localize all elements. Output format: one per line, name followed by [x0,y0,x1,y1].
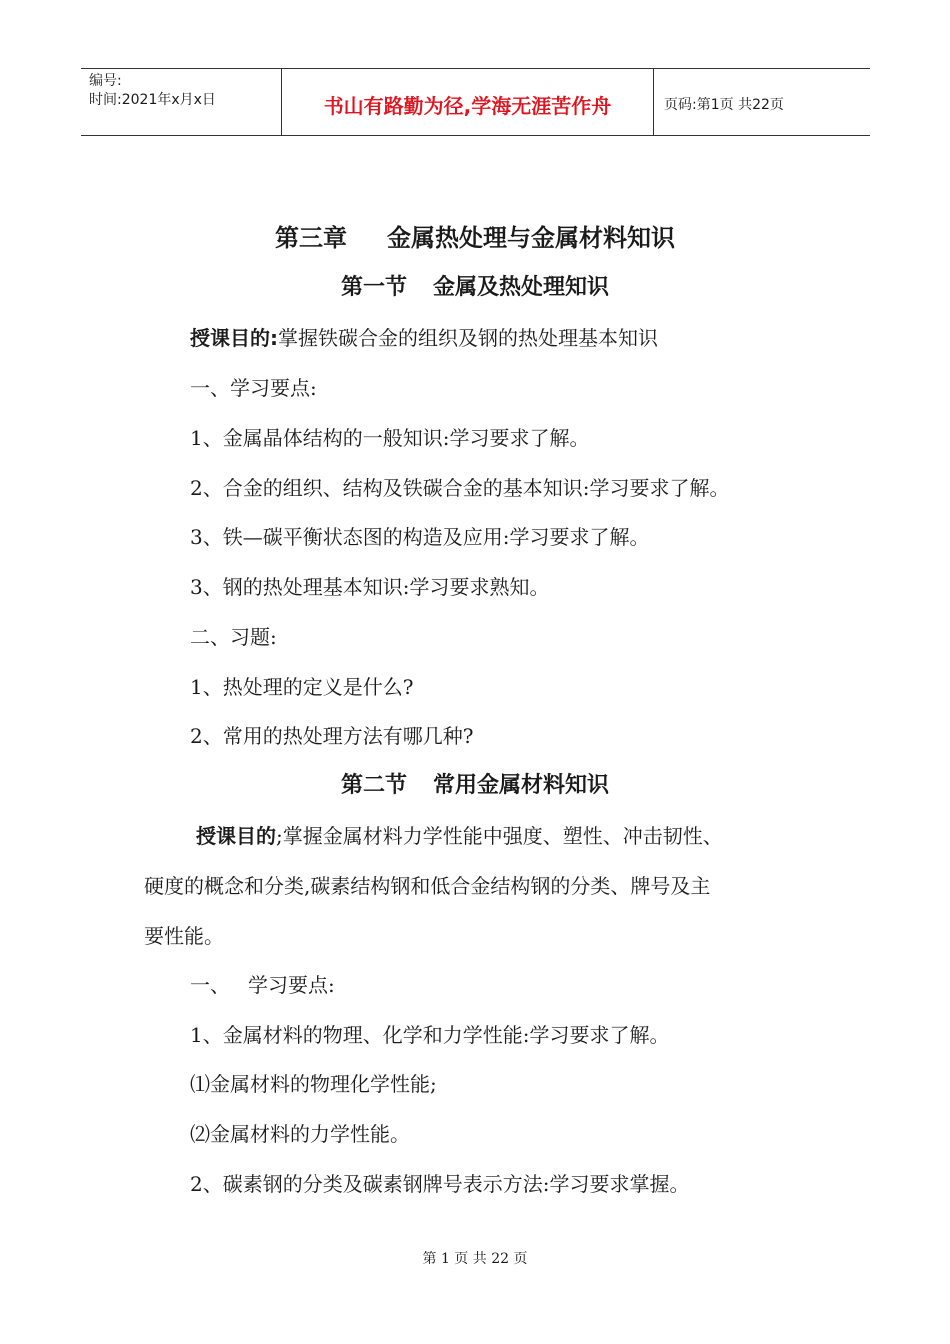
date-label: 时间:2021年x月x日 [89,92,216,108]
chapter-number: 第三章 [275,224,347,252]
section1-point: 2、合金的组织、结构及铁碳合金的基本知识:学习要求了解。 [190,476,730,500]
section1-exercise: 2、常用的热处理方法有哪几种? [190,724,474,748]
section1-purpose-text: 掌握铁碳合金的组织及钢的热处理基本知识 [278,326,658,350]
section1-purpose-label: 授课目的: [190,326,278,350]
page-footer: 第 1 页 共 22 页 [422,1251,528,1267]
section2-point: 1、金属材料的物理、化学和力学性能:学习要求了解。 [190,1023,670,1047]
section1-point: 3、钢的热处理基本知识:学习要求熟知。 [190,575,550,599]
section1-title [0,270,950,301]
page-header [81,68,870,136]
section1-exercises-heading: 二、习题: [190,625,277,649]
section2-name: 常用金属材料知识 [433,773,610,798]
section2-point: ⑵金属材料的力学性能。 [190,1122,410,1146]
section2-purpose-line3: 要性能。 [144,924,224,948]
section2-points-heading-number: 一、 [190,973,230,997]
section2-points-heading-text: 学习要点: [248,973,335,997]
header-meta [81,69,282,135]
section2-number: 第二节 [340,773,407,798]
number-label: 编号: [89,73,122,89]
section2-title [0,768,950,799]
section1-point: 3、铁—碳平衡状态图的构造及应用:学习要求了解。 [190,525,650,549]
section1-point: 1、金属晶体结构的一般知识:学习要求了解。 [190,426,590,450]
section1-purpose [190,322,658,351]
chapter-name: 金属热处理与金属材料知识 [387,224,675,252]
section1-exercise: 1、热处理的定义是什么? [190,675,414,699]
section2-purpose-line1: ;掌握金属材料力学性能中强度、塑性、冲击韧性、 [276,824,723,848]
section2-purpose-line2: 硬度的概念和分类,碳素结构钢和低合金结构钢的分类、牌号及主 [144,874,711,898]
chapter-title [0,218,950,253]
section1-name: 金属及热处理知识 [433,275,610,300]
section2-purpose-label: 授课目的 [196,824,276,848]
section2-purpose [196,820,723,849]
section1-number: 第一节 [340,275,407,300]
header-motto: 书山有路勤为径,学海无涯苦作舟 [282,69,654,135]
section2-point: ⑴金属材料的物理化学性能; [190,1072,437,1096]
section2-points-heading [190,969,335,998]
section2-point: 2、碳素钢的分类及碳素钢牌号表示方法:学习要求掌握。 [190,1172,690,1196]
header-page-info: 页码:第1页 共22页 [664,97,784,113]
section1-points-heading: 一、学习要点: [190,376,317,400]
